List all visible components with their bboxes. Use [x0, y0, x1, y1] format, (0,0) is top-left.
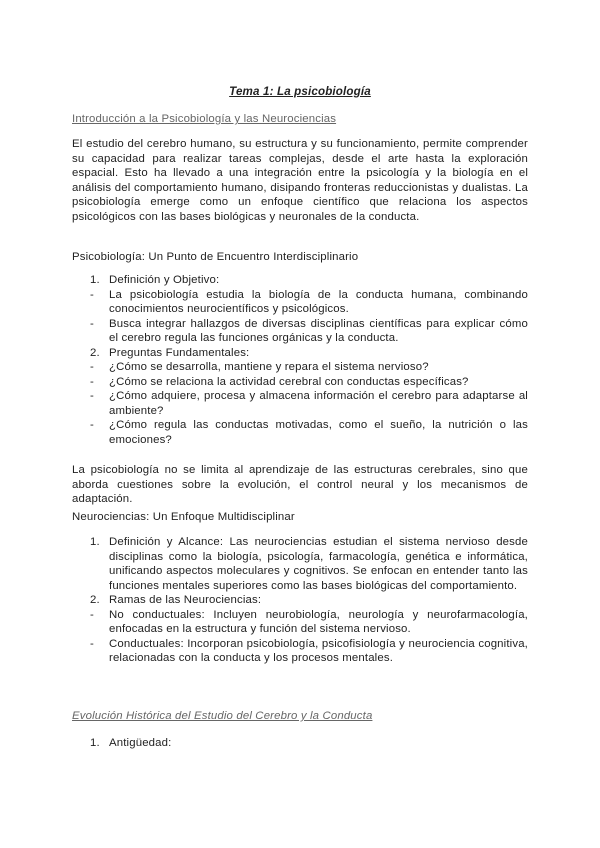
section-heading-intro: Introducción a la Psicobiología y las Neurociencias	[72, 113, 337, 125]
list-marker: 2.	[90, 346, 100, 359]
list-item	[72, 288, 528, 317]
list-item	[72, 535, 528, 593]
list-item-text: Definición y Alcance: Las neurociencias estudian el sistema nervioso desde disciplinas como la biología, psicología, farmacología, genética e informática, unificando aspectos moleculares y cognitivos. Se enfocan en entender tanto las funciones mentales superiores como las bases biológicas del comportamiento.	[109, 536, 528, 592]
list-item	[72, 317, 528, 346]
list-item-text: La psicobiología estudia la biología de la conducta humana, combinando conocimientos neurocientíficos y psicológicos.	[109, 288, 528, 315]
intro-section	[72, 137, 528, 224]
list-item	[72, 593, 528, 608]
list-marker: -	[90, 375, 94, 388]
list-item-text: Antigüedad:	[109, 737, 172, 749]
list-item-text: Busca integrar hallazgos de diversas disciplinas científicas para explicar cómo el cerebro regula las funciones orgánicas y la conducta.	[109, 317, 528, 344]
list-item-text: ¿Cómo adquiere, procesa y almacena información el cerebro para adaptarse al ambiente?	[109, 390, 528, 417]
psicobiologia-section	[72, 273, 528, 507]
list-item	[72, 360, 528, 375]
intro-paragraph: El estudio del cerebro humano, su estructura y su funcionamiento, permite comprender su capacidad para realizar tareas complejas, desde el arte hasta la exploración espacial. Esto ha llevado a una integración entre la psicología y la biología en el análisis del comportamiento humano, disipando fronteras reduccionistas y dualistas. La psicobiología emerge como un enfoque científico que relaciona los aspectos psicológicos con las bases biológicas y neuronales de la conducta.	[72, 138, 528, 223]
list-item-text: ¿Cómo se desarrolla, mantiene y repara el sistema nervioso?	[109, 361, 429, 373]
list-item	[72, 418, 528, 447]
list-marker: 1.	[90, 274, 100, 286]
list-item-text: No conductuales: Incluyen neurobiología, neurología y neurofarmacología, enfocadas en la estructura y función del sistema nervioso.	[109, 608, 528, 635]
neurociencias-heading: Neurociencias: Un Enfoque Multidisciplinar	[72, 511, 295, 523]
list-item	[72, 375, 528, 390]
evolucion-list	[72, 736, 528, 751]
list-item-text: Ramas de las Neurociencias:	[109, 594, 262, 606]
list-marker: -	[90, 637, 94, 650]
list-item	[72, 346, 528, 361]
list-item-text: ¿Cómo regula las conductas motivadas, como el sueño, la nutrición o las emociones?	[109, 419, 528, 446]
list-marker: -	[90, 288, 94, 301]
psicobiologia-closing: La psicobiología no se limita al aprendizaje de las estructuras cerebrales, sino que aborda cuestiones sobre la evolución, el control neural y los mecanismos de adaptación.	[72, 464, 528, 505]
list-item-text: Definición y Objetivo:	[109, 274, 220, 286]
list-item-text: Preguntas Fundamentales:	[109, 346, 250, 359]
list-marker: -	[90, 317, 94, 330]
neurociencias-section	[72, 535, 528, 666]
list-marker: -	[90, 361, 94, 373]
list-item	[72, 389, 528, 418]
evolucion-section	[72, 736, 528, 751]
list-marker: -	[90, 608, 94, 621]
evolucion-heading: Evolución Histórica del Estudio del Cerebro y la Conducta	[72, 710, 373, 722]
psicobiologia-heading: Psicobiología: Un Punto de Encuentro Interdisciplinario	[72, 251, 359, 263]
psicobiologia-list	[72, 273, 528, 447]
list-item	[72, 608, 528, 637]
list-item	[72, 736, 528, 751]
list-item	[72, 273, 528, 288]
list-item-text: ¿Cómo se relaciona la actividad cerebral con conductas específicas?	[109, 375, 469, 388]
list-item	[72, 637, 528, 666]
list-marker: -	[90, 419, 94, 431]
list-marker: 1.	[90, 536, 100, 548]
list-marker: 2.	[90, 594, 100, 606]
list-marker: -	[90, 390, 94, 402]
document-title: Tema 1: La psicobiología	[229, 85, 371, 98]
neurociencias-list	[72, 535, 528, 666]
list-marker: 1.	[90, 737, 100, 749]
list-item-text: Conductuales: Incorporan psicobiología, psicofisiología y neurociencia cognitiva, relacionadas con la conducta y los procesos mentales.	[109, 637, 528, 664]
